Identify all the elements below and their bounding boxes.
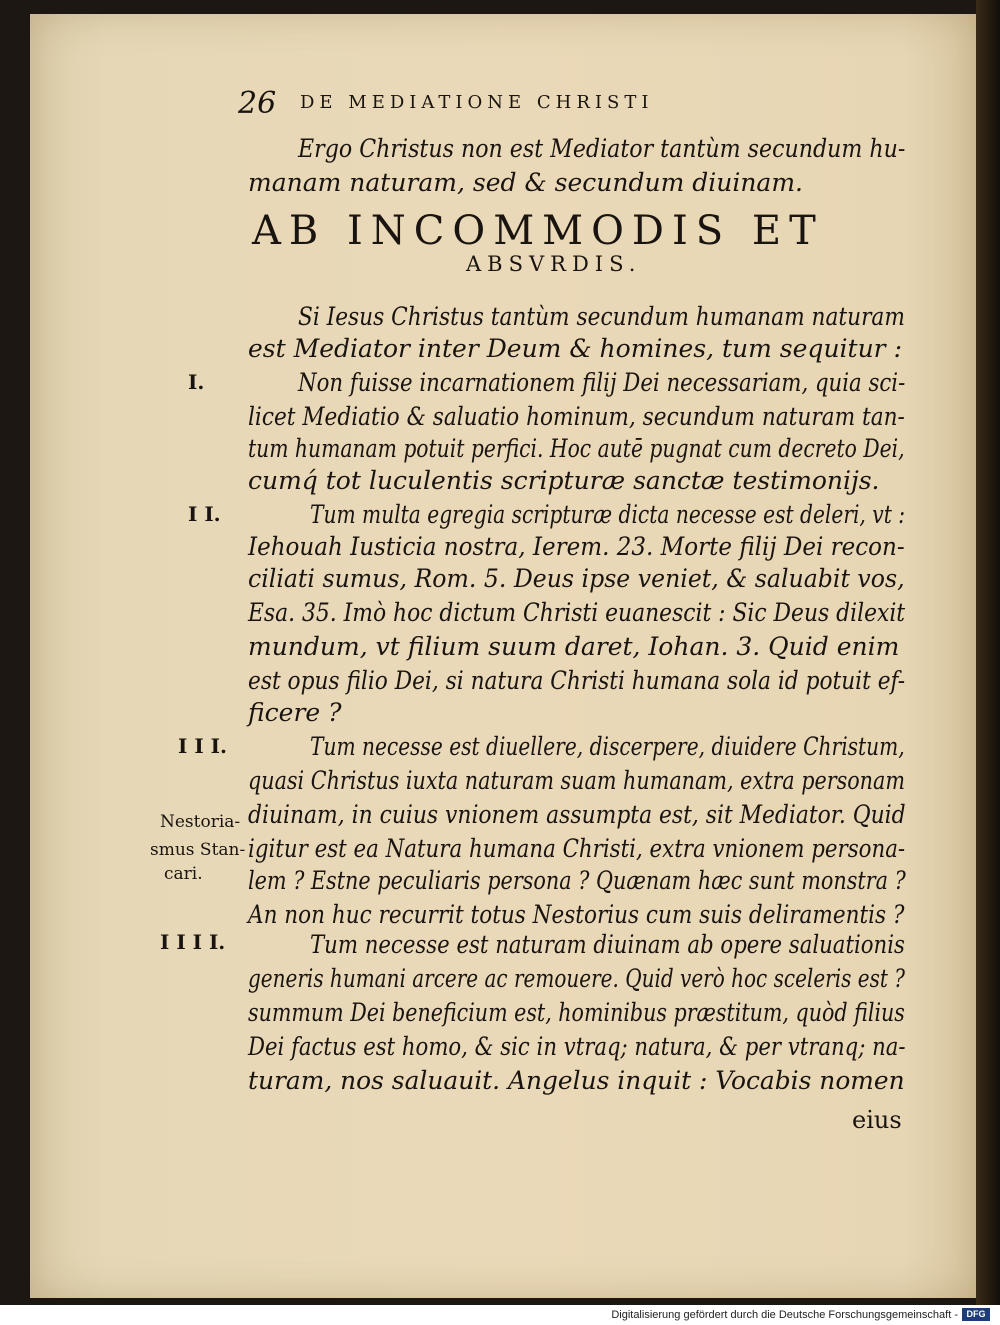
item-line: Non fuisse incarnationem filij Dei necessariam, quia sci- — [298, 368, 906, 397]
item-line: turam, nos saluauit. Angelus inquit : Vocabis nomen — [248, 1066, 905, 1095]
item-line: est opus filio Dei, si natura Christi humana sola id potuit ef- — [248, 666, 906, 695]
item-numeral: I I I I. — [160, 930, 226, 954]
item-line: igitur est ea Natura humana Christi, extra vnionem persona- — [248, 834, 906, 863]
item-numeral: I I. — [188, 502, 221, 526]
item-line: Tum necesse est diuellere, discerpere, diuidere Christum, — [310, 732, 905, 761]
item-line: lem ? Estne peculiaris persona ? Quænam hæc sunt monstra ? — [248, 866, 906, 895]
item-line: An non huc recurrit totus Nestorius cum suis deliramentis ? — [248, 900, 905, 929]
catchword: eius — [852, 1106, 902, 1134]
digitization-credit: Digitalisierung gefördert durch die Deutsche Forschungsgemeinschaft - — [611, 1309, 958, 1321]
item-line: Esa. 35. Imò hoc dictum Christi euanescit : Sic Deus dilexit — [248, 598, 906, 627]
item-line: cumq́ tot luculentis scripturæ sanctæ testimonijs. — [248, 466, 880, 495]
dfg-logo: DFG — [962, 1308, 990, 1321]
section-subheading: ABSVRDIS. — [466, 252, 642, 276]
item-line: generis humani arcere ac remouere. Quid verò hoc sceleris est ? — [248, 964, 905, 993]
lead-line-2: est Mediator inter Deum & homines, tum sequitur : — [248, 334, 903, 363]
section-heading: AB INCOMMODIS ET — [252, 208, 824, 254]
margin-note: smus Stan- — [150, 840, 246, 860]
item-numeral: I. — [188, 370, 205, 394]
item-numeral: I I I. — [178, 734, 227, 758]
item-line: Iehouah Iusticia nostra, Ierem. 23. Morte filij Dei recon- — [248, 532, 905, 561]
item-line: quasi Christus iuxta naturam suam humanam, extra personam — [248, 766, 905, 795]
margin-note: Nestoria- — [160, 812, 241, 832]
item-line: tum humanam potuit perfici. Hoc autē pugnat cum decreto Dei, — [248, 434, 905, 463]
page-number: 26 — [238, 86, 277, 121]
item-line: Tum necesse est naturam diuinam ab opere saluationis — [310, 930, 905, 959]
item-line: mundum, vt filium suum daret, Iohan. 3. Quid enim — [248, 632, 900, 661]
item-line: ficere ? — [248, 698, 342, 727]
item-line: ciliati sumus, Rom. 5. Deus ipse veniet, & saluabit vos, — [248, 564, 905, 593]
item-line: diuinam, in cuius vnionem assumpta est, sit Mediator. Quid — [248, 800, 906, 829]
margin-note: cari. — [164, 864, 203, 884]
intro-line-2: manam naturam, sed & secundum diuinam. — [248, 168, 803, 197]
item-line: summum Dei beneficium est, hominibus præstitum, quòd filius — [248, 998, 905, 1027]
item-line: Dei factus est homo, & sic in vtraq; natura, & per vtranq; na- — [248, 1032, 906, 1061]
item-line: licet Mediatio & saluatio hominum, secundum naturam tan- — [248, 402, 905, 431]
lead-line-1: Si Iesus Christus tantùm secundum humanam naturam — [298, 302, 905, 331]
running-title: DE MEDIATIONE CHRISTI — [300, 92, 654, 113]
item-line: Tum multa egregia scripturæ dicta necesse est deleri, vt : — [310, 500, 906, 529]
intro-line-1: Ergo Christus non est Mediator tantùm secundum hu- — [298, 134, 906, 163]
book-spine — [976, 0, 1000, 1305]
